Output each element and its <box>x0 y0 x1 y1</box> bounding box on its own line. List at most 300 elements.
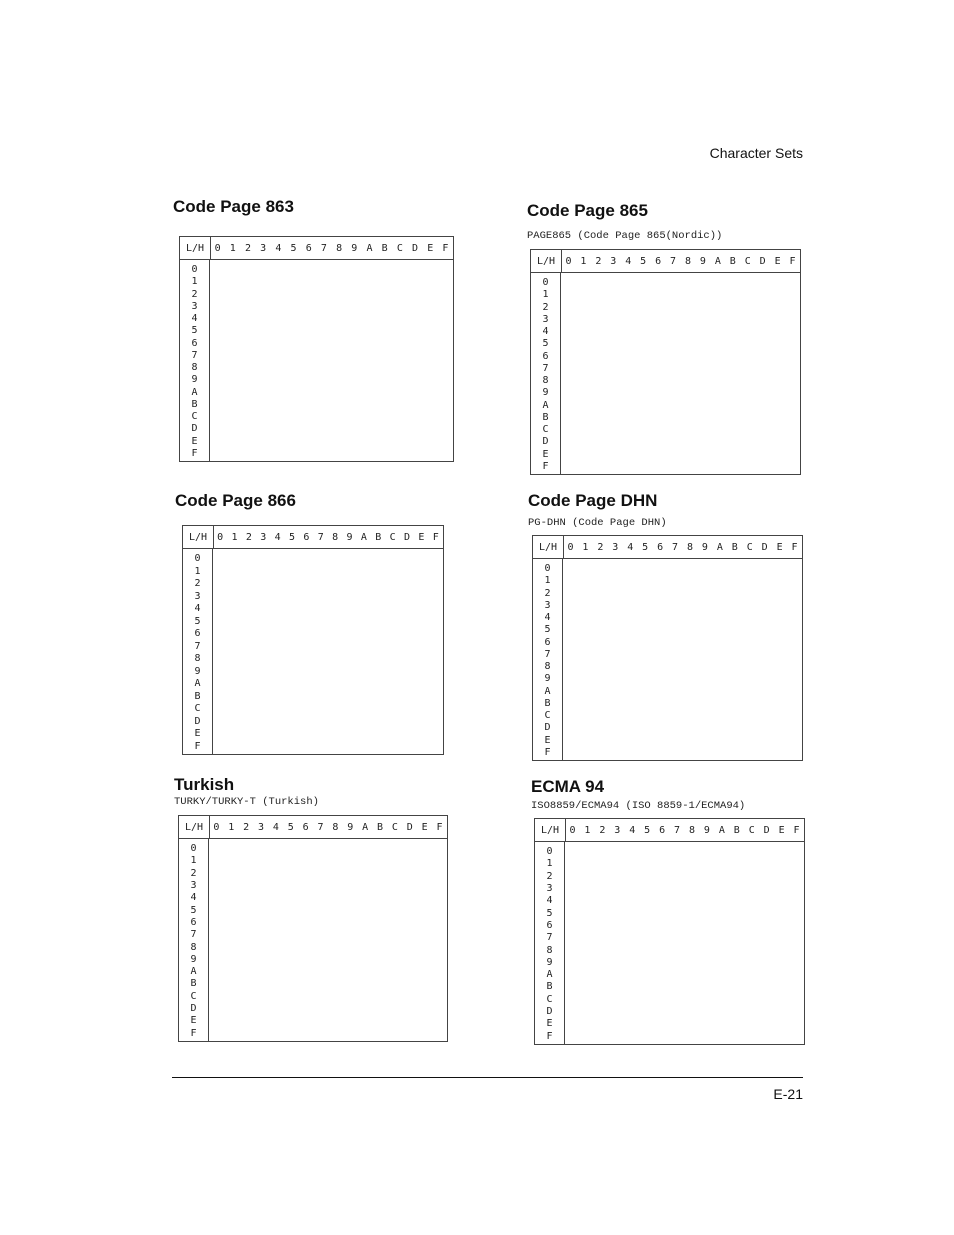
glyph-cell <box>402 955 417 967</box>
glyph-cell <box>256 717 270 730</box>
glyph-cell <box>209 844 224 856</box>
glyph-cell <box>725 278 740 290</box>
glyph-cell <box>423 339 438 351</box>
glyph-cell <box>332 449 347 461</box>
glyph-cell <box>256 449 271 461</box>
glyph-cell <box>227 567 241 580</box>
glyph-cell <box>685 909 700 921</box>
glyph-cell <box>423 302 438 314</box>
glyph-cell <box>757 662 772 674</box>
glyph-cell <box>638 601 653 613</box>
glyph-column <box>655 847 670 1044</box>
glyph-cell <box>729 847 744 859</box>
glyph-column <box>565 847 580 1044</box>
glyph-cell <box>651 352 666 364</box>
glyph-column <box>271 554 285 754</box>
row-header: 0 <box>191 264 198 275</box>
glyph-cell <box>640 946 655 958</box>
glyph-cell <box>789 1007 804 1019</box>
glyph-cell <box>770 401 785 413</box>
row-header: C <box>191 411 198 422</box>
glyph-cell <box>256 326 271 338</box>
glyph-cell <box>271 449 286 461</box>
row-header: E <box>546 1018 553 1030</box>
glyph-cell <box>655 1032 670 1044</box>
glyph-cell <box>591 364 606 376</box>
glyph-cell <box>271 617 285 630</box>
row-header: D <box>546 1006 553 1018</box>
glyph-cell <box>580 847 595 859</box>
glyph-cell <box>316 412 331 424</box>
glyph-cell <box>377 277 392 289</box>
glyph-cell <box>759 1007 774 1019</box>
glyph-cell <box>286 314 301 326</box>
glyph-cell <box>224 856 239 868</box>
glyph-cell <box>755 376 770 388</box>
glyph-cell <box>256 742 270 755</box>
glyph-cell <box>342 717 356 730</box>
glyph-cell <box>759 1032 774 1044</box>
glyph-cell <box>402 930 417 942</box>
glyph-cell <box>316 326 331 338</box>
glyph-cell <box>714 970 729 982</box>
glyph-cell <box>240 314 255 326</box>
glyph-cell <box>636 425 651 437</box>
glyph-column <box>417 844 432 1041</box>
glyph-cell <box>283 955 298 967</box>
glyph-cell <box>742 564 757 576</box>
glyph-column <box>772 564 787 760</box>
glyph-cell <box>314 567 328 580</box>
glyph-cell <box>388 844 403 856</box>
glyph-cell <box>316 363 331 375</box>
glyph-cell <box>224 869 239 881</box>
glyph-cell <box>240 412 255 424</box>
glyph-cell <box>640 970 655 982</box>
glyph-cell <box>685 958 700 970</box>
glyph-cell <box>358 1016 373 1028</box>
glyph-column <box>254 844 269 1041</box>
glyph-cell <box>770 278 785 290</box>
glyph-cell <box>608 601 623 613</box>
column-header: 1 <box>231 531 238 543</box>
glyph-cell <box>328 729 342 742</box>
glyph-cell <box>388 1016 403 1028</box>
glyph-cell <box>358 1029 373 1041</box>
glyph-cell <box>666 339 681 351</box>
glyph-cell <box>224 844 239 856</box>
glyph-cell <box>210 326 225 338</box>
glyph-cell <box>744 859 759 871</box>
glyph-cell <box>606 425 621 437</box>
row-header: 0 <box>190 843 197 854</box>
glyph-column <box>269 844 284 1041</box>
column-header: 4 <box>629 824 636 836</box>
column-header: 0 <box>565 255 572 267</box>
glyph-cell <box>685 995 700 1007</box>
glyph-cell <box>400 704 414 717</box>
glyph-cell <box>429 592 443 605</box>
glyph-cell <box>565 859 580 871</box>
character-table <box>178 815 448 1042</box>
glyph-cell <box>224 1004 239 1016</box>
glyph-cell <box>714 884 729 896</box>
glyph-cell <box>286 424 301 436</box>
row-header: E <box>194 728 201 739</box>
glyph-column <box>770 278 785 474</box>
glyph-cell <box>209 930 224 942</box>
glyph-cell <box>316 339 331 351</box>
glyph-cell <box>729 933 744 945</box>
row-header: 0 <box>546 846 553 857</box>
glyph-cell <box>683 650 698 662</box>
column-header: 8 <box>686 541 693 553</box>
glyph-cell <box>239 1016 254 1028</box>
glyph-cell <box>256 400 271 412</box>
glyph-cell <box>227 554 241 567</box>
glyph-cell <box>655 859 670 871</box>
glyph-cell <box>429 629 443 642</box>
glyph-cell <box>623 601 638 613</box>
glyph-cell <box>727 674 742 686</box>
glyph-cell <box>271 579 285 592</box>
glyph-cell <box>699 970 714 982</box>
glyph-cell <box>298 943 313 955</box>
glyph-cell <box>699 995 714 1007</box>
glyph-cell <box>772 748 787 760</box>
glyph-cell <box>213 592 227 605</box>
glyph-cell <box>271 704 285 717</box>
glyph-cell <box>742 699 757 711</box>
glyph-cell <box>254 943 269 955</box>
glyph-cell <box>332 277 347 289</box>
glyph-cell <box>789 859 804 871</box>
glyph-cell <box>316 449 331 461</box>
glyph-cell <box>271 351 286 363</box>
glyph-cell <box>727 576 742 588</box>
glyph-cell <box>438 388 453 400</box>
glyph-column <box>636 278 651 474</box>
glyph-cell <box>285 729 299 742</box>
column-header: B <box>731 541 738 553</box>
glyph-cell <box>655 946 670 958</box>
row-header: 4 <box>190 892 197 904</box>
glyph-cell <box>362 437 377 449</box>
glyph-cell <box>563 564 578 576</box>
glyph-cell <box>242 567 256 580</box>
column-header: 3 <box>260 531 267 543</box>
glyph-cell <box>710 437 725 449</box>
glyph-cell <box>563 748 578 760</box>
glyph-cell <box>787 576 802 588</box>
glyph-cell <box>714 847 729 859</box>
glyph-cell <box>347 302 362 314</box>
glyph-cell <box>417 881 432 893</box>
glyph-cell <box>392 314 407 326</box>
glyph-cell <box>407 449 422 461</box>
glyph-cell <box>759 995 774 1007</box>
glyph-cell <box>209 856 224 868</box>
glyph-cell <box>580 1019 595 1031</box>
glyph-cell <box>373 943 388 955</box>
glyph-cell <box>561 339 576 351</box>
glyph-cell <box>242 654 256 667</box>
glyph-cell <box>595 921 610 933</box>
glyph-cell <box>740 290 755 302</box>
glyph-cell <box>785 339 800 351</box>
glyph-cell <box>640 1032 655 1044</box>
glyph-cell <box>755 425 770 437</box>
glyph-cell <box>417 1029 432 1041</box>
column-header: D <box>404 531 411 543</box>
glyph-cell <box>668 699 683 711</box>
column-header-row <box>210 237 453 260</box>
glyph-cell <box>606 290 621 302</box>
glyph-cell <box>578 711 593 723</box>
glyph-cell <box>301 351 316 363</box>
glyph-cell <box>362 265 377 277</box>
glyph-cell <box>666 437 681 449</box>
glyph-cell <box>432 1016 447 1028</box>
glyph-cell <box>593 613 608 625</box>
glyph-cell <box>414 579 428 592</box>
glyph-cell <box>227 604 241 617</box>
glyph-cell <box>342 742 356 755</box>
glyph-cell <box>695 339 710 351</box>
glyph-cell <box>578 674 593 686</box>
glyph-cell <box>787 662 802 674</box>
glyph-cell <box>423 326 438 338</box>
column-header: B <box>377 821 384 833</box>
glyph-cell <box>727 699 742 711</box>
glyph-cell <box>392 277 407 289</box>
glyph-cell <box>668 723 683 735</box>
glyph-cell <box>670 970 685 982</box>
glyph-cell <box>400 717 414 730</box>
glyph-cell <box>373 1004 388 1016</box>
glyph-cell <box>386 654 400 667</box>
glyph-cell <box>386 742 400 755</box>
glyph-cell <box>285 629 299 642</box>
glyph-cell <box>578 723 593 735</box>
row-header-column <box>533 558 563 760</box>
section-caption: TURKY/TURKY-T (Turkish) <box>174 796 319 808</box>
glyph-cell <box>362 375 377 387</box>
glyph-cell <box>699 1032 714 1044</box>
column-header: 2 <box>245 531 252 543</box>
glyph-cell <box>625 933 640 945</box>
row-header-column <box>531 272 561 474</box>
glyph-cell <box>227 729 241 742</box>
glyph-cell <box>653 711 668 723</box>
glyph-cell <box>685 1032 700 1044</box>
glyph-column <box>342 554 356 754</box>
glyph-cell <box>655 1007 670 1019</box>
glyph-cell <box>714 995 729 1007</box>
glyph-cell <box>593 625 608 637</box>
glyph-cell <box>580 982 595 994</box>
glyph-cell <box>742 711 757 723</box>
glyph-column <box>729 847 744 1044</box>
glyph-cell <box>595 1032 610 1044</box>
glyph-cell <box>727 723 742 735</box>
glyph-cell <box>332 326 347 338</box>
glyph-cell <box>742 613 757 625</box>
glyph-cell <box>362 363 377 375</box>
row-header: A <box>191 386 198 398</box>
glyph-cell <box>316 277 331 289</box>
glyph-cell <box>770 437 785 449</box>
glyph-cell <box>759 872 774 884</box>
glyph-cell <box>593 748 608 760</box>
glyph-cell <box>392 351 407 363</box>
glyph-cell <box>610 1007 625 1019</box>
column-header: D <box>763 824 770 836</box>
glyph-cell <box>362 339 377 351</box>
glyph-cell <box>772 736 787 748</box>
glyph-cell <box>710 327 725 339</box>
column-header: D <box>761 541 768 553</box>
glyph-cell <box>610 933 625 945</box>
glyph-cell <box>636 352 651 364</box>
row-header: A <box>194 678 201 689</box>
glyph-cell <box>727 650 742 662</box>
glyph-cell <box>299 667 313 680</box>
glyph-cell <box>636 327 651 339</box>
glyph-cell <box>655 872 670 884</box>
glyph-cell <box>787 589 802 601</box>
glyph-cell <box>759 1019 774 1031</box>
glyph-cell <box>712 564 727 576</box>
row-header: 8 <box>542 375 549 386</box>
glyph-cell <box>681 437 696 449</box>
column-header-row <box>563 536 802 559</box>
glyph-cell <box>699 933 714 945</box>
row-header: D <box>194 715 201 727</box>
glyph-cell <box>400 629 414 642</box>
glyph-cell <box>785 388 800 400</box>
glyph-cell <box>357 642 371 655</box>
glyph-cell <box>314 679 328 692</box>
glyph-cell <box>638 638 653 650</box>
glyph-cell <box>640 859 655 871</box>
glyph-cell <box>225 412 240 424</box>
glyph-cell <box>670 909 685 921</box>
glyph-cell <box>625 847 640 859</box>
glyph-cell <box>681 413 696 425</box>
glyph-cell <box>343 930 358 942</box>
glyph-column <box>224 844 239 1041</box>
glyph-cell <box>621 376 636 388</box>
glyph-cell <box>358 893 373 905</box>
glyph-cell <box>576 327 591 339</box>
glyph-column <box>373 844 388 1041</box>
glyph-cell <box>725 352 740 364</box>
column-header: 6 <box>655 255 662 267</box>
glyph-cell <box>239 967 254 979</box>
glyph-cell <box>269 967 284 979</box>
glyph-cell <box>685 921 700 933</box>
column-header: 8 <box>332 531 339 543</box>
glyph-cell <box>343 1029 358 1041</box>
glyph-cell <box>357 679 371 692</box>
glyph-cell <box>347 388 362 400</box>
glyph-cell <box>225 339 240 351</box>
glyph-cell <box>400 567 414 580</box>
glyph-cell <box>710 376 725 388</box>
glyph-cell <box>392 265 407 277</box>
glyph-cell <box>239 979 254 991</box>
glyph-cell <box>377 437 392 449</box>
glyph-column <box>301 265 316 461</box>
glyph-cell <box>770 388 785 400</box>
glyph-cell <box>371 592 385 605</box>
glyph-cell <box>787 748 802 760</box>
glyph-cell <box>725 303 740 315</box>
glyph-cell <box>670 1007 685 1019</box>
glyph-cell <box>606 278 621 290</box>
glyph-cell <box>438 449 453 461</box>
glyph-cell <box>429 704 443 717</box>
glyph-grid <box>213 548 443 754</box>
glyph-cell <box>377 424 392 436</box>
column-header: 8 <box>336 242 343 254</box>
glyph-cell <box>347 339 362 351</box>
glyph-cell <box>740 376 755 388</box>
glyph-cell <box>651 290 666 302</box>
glyph-cell <box>343 856 358 868</box>
glyph-cell <box>666 303 681 315</box>
glyph-cell <box>774 884 789 896</box>
glyph-cell <box>697 564 712 576</box>
glyph-cell <box>283 992 298 1004</box>
row-header: 8 <box>190 941 197 953</box>
glyph-cell <box>432 893 447 905</box>
glyph-cell <box>210 449 225 461</box>
glyph-cell <box>591 376 606 388</box>
glyph-cell <box>725 339 740 351</box>
glyph-cell <box>755 437 770 449</box>
glyph-cell <box>563 711 578 723</box>
glyph-cell <box>651 425 666 437</box>
column-header: C <box>391 821 398 833</box>
glyph-cell <box>271 604 285 617</box>
glyph-cell <box>314 729 328 742</box>
glyph-cell <box>697 674 712 686</box>
column-header: 4 <box>627 541 634 553</box>
glyph-cell <box>286 375 301 387</box>
glyph-cell <box>640 884 655 896</box>
row-header: 3 <box>544 599 551 611</box>
glyph-column <box>242 554 256 754</box>
column-header: D <box>412 242 419 254</box>
glyph-cell <box>653 625 668 637</box>
glyph-cell <box>623 748 638 760</box>
glyph-cell <box>623 564 638 576</box>
row-header: 4 <box>546 895 553 907</box>
glyph-cell <box>666 352 681 364</box>
column-header: 0 <box>217 531 224 543</box>
glyph-cell <box>710 401 725 413</box>
glyph-cell <box>757 674 772 686</box>
glyph-column <box>666 278 681 474</box>
glyph-cell <box>565 1019 580 1031</box>
glyph-cell <box>697 662 712 674</box>
glyph-cell <box>593 564 608 576</box>
glyph-cell <box>740 303 755 315</box>
glyph-cell <box>224 906 239 918</box>
glyph-cell <box>373 881 388 893</box>
